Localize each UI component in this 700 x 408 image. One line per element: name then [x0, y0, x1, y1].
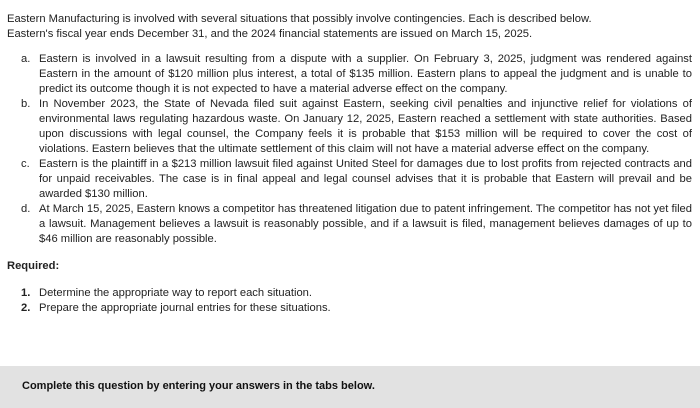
situation-text: Eastern is the plaintiff in a $213 million lawsuit filed against United Steel for damages due to lost profits from rejected contracts and for unpaid receivables. The case is in final appeal and legal counsel advises that it is probable that Eastern will prevail and be awarded $130 million.	[39, 158, 692, 200]
intro-paragraph	[7, 12, 692, 42]
required-task-2	[21, 301, 692, 316]
situation-letter: d.	[21, 203, 31, 215]
required-heading: Required:	[7, 260, 60, 272]
situation-letter: c.	[21, 158, 30, 170]
situation-letter: b.	[21, 98, 31, 110]
required-task-1	[21, 286, 692, 301]
situation-text: In November 2023, the State of Nevada filed suit against Eastern, seeking civil penalties and injunctive relief for violations of environmental laws regulating hazardous waste. On January 12, 2025, Eastern reached a settlement with state authorities. Based upon discussions with legal counsel, the Company feels it is probable that $153 million will be required to cover the cost of violations. Eastern believes that the ultimate settlement of this claim will not have a material adverse effect on the company.	[39, 98, 692, 155]
task-text: Prepare the appropriate journal entries for these situations.	[39, 302, 331, 314]
situation-letter: a.	[21, 53, 31, 65]
situation-c	[21, 157, 692, 202]
situations-list	[7, 52, 692, 247]
situation-text: Eastern is involved in a lawsuit resulting from a dispute with a supplier. On February 3, 2025, judgment was rendered against Eastern in the amount of $120 million plus interest, a total of $135 million. Eastern plans to appeal the judgment and is unable to predict its outcome though it is not expected to have a material adverse effect on the company.	[39, 53, 692, 95]
instructions-banner: Complete this question by entering your answers in the tabs below.	[0, 366, 700, 408]
intro-line-2: Eastern's fiscal year ends December 31, and the 2024 financial statements are issued on March 15, 2025.	[7, 28, 533, 40]
task-number: 2.	[21, 302, 31, 314]
task-number: 1.	[21, 287, 31, 299]
required-tasks-list	[7, 286, 692, 316]
situation-a	[21, 52, 692, 97]
situation-text: At March 15, 2025, Eastern knows a competitor has threatened litigation due to patent infringement. The competitor has not yet filed a lawsuit. Management believes a lawsuit is reasonably possible, and if a lawsuit is filed, management believes damages of up to $46 million are reasonably possible.	[39, 203, 692, 245]
intro-line-1: Eastern Manufacturing is involved with several situations that possibly involve contingencies. Each is described below.	[7, 13, 592, 25]
task-text: Determine the appropriate way to report each situation.	[39, 287, 313, 299]
situation-d	[21, 202, 692, 247]
situation-b	[21, 97, 692, 157]
